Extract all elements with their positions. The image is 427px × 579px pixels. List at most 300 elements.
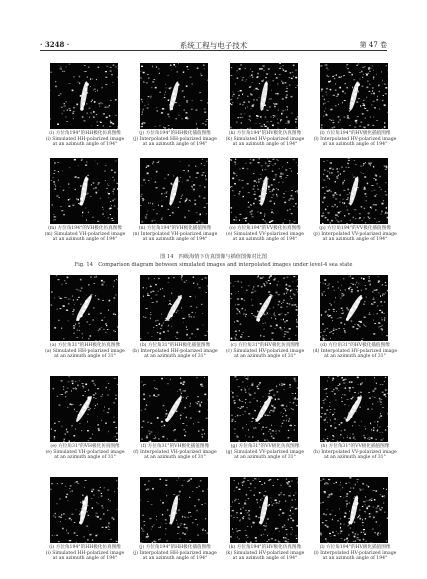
- page-number: · 3248 ·: [40, 40, 70, 49]
- sea-clutter-speckle: [143, 81, 144, 82]
- sea-clutter-speckle: [336, 96, 338, 97]
- sea-clutter-speckle: [320, 336, 321, 338]
- sar-image-canvas: [320, 158, 388, 224]
- sea-clutter-speckle: [117, 326, 118, 328]
- sea-clutter-speckle: [148, 78, 149, 79]
- sea-clutter-speckle: [140, 542, 141, 543]
- sea-clutter-speckle: [88, 212, 89, 213]
- sea-clutter-speckle: [255, 194, 256, 195]
- sea-clutter-speckle: [237, 517, 238, 518]
- sea-clutter-speckle: [145, 317, 147, 318]
- sea-clutter-speckle: [90, 408, 91, 409]
- sea-clutter-speckle: [253, 204, 255, 205]
- sea-clutter-speckle: [297, 286, 298, 287]
- sea-clutter-speckle: [144, 484, 146, 485]
- sea-clutter-speckle: [282, 110, 284, 111]
- sea-clutter-speckle: [95, 91, 96, 92]
- sea-clutter-speckle: [103, 125, 105, 126]
- sea-clutter-speckle: [375, 175, 377, 176]
- sea-clutter-speckle: [384, 495, 385, 496]
- panel-caption-zh: (m) 方位角194°的VH极化仿真图像: [48, 226, 122, 231]
- sea-clutter-speckle: [381, 211, 383, 213]
- sea-clutter-speckle: [291, 298, 293, 299]
- sea-clutter-speckle: [246, 314, 247, 315]
- sea-clutter-speckle: [341, 538, 343, 539]
- sea-clutter-speckle: [289, 200, 290, 201]
- sea-clutter-speckle: [365, 288, 366, 290]
- sea-clutter-speckle: [235, 499, 237, 500]
- sea-clutter-speckle: [53, 181, 54, 183]
- sea-clutter-speckle: [105, 423, 107, 424]
- sea-clutter-speckle: [274, 163, 276, 164]
- sea-clutter-speckle: [150, 285, 151, 286]
- sea-clutter-speckle: [158, 161, 159, 162]
- sea-clutter-speckle: [182, 90, 184, 92]
- sea-clutter-speckle: [152, 526, 153, 528]
- sea-clutter-speckle: [50, 90, 51, 91]
- sea-clutter-speckle: [254, 185, 255, 187]
- sea-clutter-speckle: [81, 430, 82, 431]
- sea-clutter-speckle: [332, 206, 333, 207]
- sea-clutter-speckle: [112, 517, 114, 518]
- sea-clutter-speckle: [340, 523, 341, 524]
- sea-clutter-speckle: [278, 305, 280, 306]
- sea-clutter-speckle: [188, 517, 189, 518]
- panel-caption-en2: at an azimuth angle of 194°: [52, 142, 118, 148]
- sea-clutter-speckle: [61, 107, 62, 108]
- sea-clutter-speckle: [103, 329, 104, 330]
- sea-clutter-speckle: [355, 123, 357, 124]
- sea-clutter-speckle: [146, 308, 148, 309]
- sea-clutter-speckle: [237, 537, 238, 539]
- sea-clutter-speckle: [380, 415, 382, 417]
- panel-caption-en2: at an azimuth angle of 194°: [232, 237, 298, 243]
- sea-clutter-speckle: [347, 116, 349, 117]
- sea-clutter-speckle: [190, 512, 191, 513]
- sea-clutter-speckle: [156, 171, 158, 173]
- sea-clutter-speckle: [273, 395, 275, 396]
- sea-clutter-speckle: [250, 490, 252, 491]
- sea-clutter-speckle: [68, 500, 69, 501]
- sea-clutter-speckle: [61, 328, 62, 329]
- sea-clutter-speckle: [240, 408, 242, 409]
- sea-clutter-speckle: [75, 428, 76, 430]
- sea-clutter-speckle: [373, 117, 374, 118]
- sea-clutter-speckle: [325, 514, 327, 515]
- sea-clutter-speckle: [245, 399, 246, 400]
- sea-clutter-speckle: [377, 535, 379, 536]
- sea-clutter-speckle: [84, 487, 85, 488]
- sea-clutter-speckle: [356, 102, 358, 103]
- sar-image: [50, 63, 118, 129]
- sea-clutter-speckle: [336, 531, 337, 532]
- sea-clutter-speckle: [65, 519, 66, 520]
- sea-clutter-speckle: [281, 319, 282, 320]
- sea-clutter-speckle: [267, 122, 269, 123]
- sea-clutter-speckle: [160, 539, 161, 540]
- sea-clutter-speckle: [152, 220, 153, 221]
- sea-clutter-speckle: [290, 441, 292, 442]
- sea-clutter-speckle: [287, 303, 288, 304]
- panel-caption: [126, 131, 224, 148]
- sea-clutter-speckle: [357, 481, 358, 482]
- sea-clutter-speckle: [243, 414, 244, 415]
- panel-caption-en1: (k) Simulated HV-polarized image: [225, 136, 305, 142]
- sea-clutter-speckle: [62, 171, 63, 172]
- sea-clutter-speckle: [235, 331, 237, 332]
- figure-panel: [220, 63, 310, 155]
- sea-clutter-speckle: [80, 502, 82, 503]
- sea-clutter-speckle: [234, 321, 235, 322]
- sea-clutter-speckle: [325, 429, 326, 431]
- sea-clutter-speckle: [269, 163, 270, 164]
- sea-clutter-speckle: [383, 438, 384, 439]
- sea-clutter-speckle: [334, 535, 336, 536]
- sea-clutter-speckle: [168, 128, 170, 129]
- sea-clutter-speckle: [328, 542, 329, 543]
- sea-clutter-speckle: [252, 480, 253, 481]
- sea-clutter-speckle: [333, 483, 335, 484]
- sea-clutter-speckle: [107, 184, 108, 185]
- sea-clutter-speckle: [263, 495, 265, 497]
- sea-clutter-speckle: [72, 205, 74, 206]
- sea-clutter-speckle: [328, 316, 330, 317]
- sea-clutter-speckle: [165, 519, 167, 520]
- sea-clutter-speckle: [111, 218, 113, 219]
- sea-clutter-speckle: [230, 160, 232, 161]
- sea-clutter-speckle: [358, 91, 359, 93]
- sea-clutter-speckle: [265, 77, 267, 78]
- sea-clutter-speckle: [78, 203, 79, 204]
- sea-clutter-speckle: [191, 333, 193, 335]
- sea-clutter-speckle: [263, 70, 265, 71]
- sea-clutter-speckle: [232, 178, 234, 180]
- sea-clutter-speckle: [288, 420, 289, 422]
- sea-clutter-speckle: [245, 81, 246, 82]
- sea-clutter-speckle: [363, 173, 365, 174]
- sea-clutter-speckle: [282, 173, 284, 174]
- sea-clutter-speckle: [367, 183, 369, 185]
- sea-clutter-speckle: [141, 439, 142, 440]
- sea-clutter-speckle: [329, 441, 330, 442]
- sea-clutter-speckle: [296, 326, 298, 327]
- sea-clutter-speckle: [329, 533, 331, 534]
- sea-clutter-speckle: [372, 125, 374, 126]
- sea-clutter-speckle: [385, 182, 386, 183]
- sea-clutter-speckle: [81, 508, 82, 509]
- sea-clutter-speckle: [284, 331, 286, 332]
- sea-clutter-speckle: [297, 85, 298, 86]
- sea-clutter-speckle: [257, 386, 259, 388]
- sea-clutter-speckle: [264, 213, 265, 214]
- sea-clutter-speckle: [322, 283, 324, 284]
- sea-clutter-speckle: [268, 166, 269, 167]
- sea-clutter-speckle: [79, 423, 80, 424]
- sea-clutter-speckle: [75, 381, 76, 382]
- sea-clutter-speckle: [375, 490, 377, 491]
- sea-clutter-speckle: [247, 128, 249, 129]
- sea-clutter-speckle: [238, 95, 240, 96]
- sea-clutter-speckle: [93, 283, 95, 284]
- sea-clutter-speckle: [386, 335, 388, 336]
- sea-clutter-speckle: [148, 481, 149, 482]
- sea-clutter-speckle: [361, 321, 362, 322]
- sea-clutter-speckle: [238, 441, 240, 442]
- sea-clutter-speckle: [108, 107, 109, 109]
- sea-clutter-speckle: [168, 330, 169, 332]
- sea-clutter-speckle: [369, 218, 370, 219]
- sea-clutter-speckle: [380, 295, 381, 297]
- sea-clutter-speckle: [361, 532, 362, 533]
- sea-clutter-speckle: [337, 441, 338, 442]
- panel-caption-en1: (d) Interpolated HV-polarized image: [312, 348, 398, 354]
- sea-clutter-speckle: [347, 210, 349, 211]
- sea-clutter-speckle: [333, 95, 335, 96]
- sea-clutter-speckle: [260, 191, 261, 192]
- sea-clutter-speckle: [294, 429, 295, 430]
- sea-clutter-speckle: [251, 108, 252, 109]
- sea-clutter-speckle: [326, 67, 327, 69]
- sea-clutter-speckle: [153, 161, 154, 163]
- sea-clutter-speckle: [263, 65, 265, 66]
- sea-clutter-speckle: [89, 117, 90, 118]
- sea-clutter-speckle: [260, 335, 261, 337]
- sea-clutter-speckle: [379, 398, 380, 400]
- sea-clutter-speckle: [352, 326, 354, 328]
- sea-clutter-speckle: [152, 163, 153, 164]
- sea-clutter-speckle: [51, 180, 52, 181]
- sea-clutter-speckle: [327, 206, 328, 207]
- sea-clutter-speckle: [243, 507, 244, 508]
- sea-clutter-speckle: [387, 217, 388, 219]
- sea-clutter-speckle: [332, 532, 334, 533]
- sea-clutter-speckle: [349, 125, 351, 126]
- sea-clutter-speckle: [342, 394, 343, 395]
- sea-clutter-speckle: [296, 306, 297, 307]
- sea-clutter-speckle: [70, 540, 72, 541]
- sea-clutter-speckle: [97, 513, 98, 514]
- sea-clutter-speckle: [239, 489, 241, 490]
- sea-clutter-speckle: [268, 480, 270, 481]
- sea-clutter-speckle: [277, 160, 278, 161]
- sea-clutter-speckle: [273, 159, 275, 160]
- sea-clutter-speckle: [108, 310, 109, 311]
- sea-clutter-speckle: [331, 391, 333, 392]
- sea-clutter-speckle: [344, 202, 346, 204]
- sea-clutter-speckle: [324, 440, 326, 441]
- panel-caption-en1: (j) Interpolated HH-polarized image: [133, 550, 217, 556]
- sea-clutter-speckle: [61, 514, 62, 516]
- sea-clutter-speckle: [325, 217, 327, 218]
- sar-image: [230, 477, 298, 543]
- sea-clutter-speckle: [107, 188, 108, 189]
- sea-clutter-speckle: [279, 168, 280, 169]
- sea-clutter-speckle: [60, 68, 61, 70]
- sea-clutter-speckle: [382, 284, 383, 285]
- panel-caption-en1: (b) Interpolated HH-polarized image: [132, 348, 218, 354]
- sea-clutter-speckle: [289, 168, 290, 169]
- sea-clutter-speckle: [110, 100, 111, 101]
- sea-clutter-speckle: [349, 437, 351, 438]
- sea-clutter-speckle: [163, 405, 165, 407]
- sea-clutter-speckle: [188, 165, 189, 167]
- sea-clutter-speckle: [146, 536, 148, 538]
- sea-clutter-speckle: [353, 79, 355, 80]
- sea-clutter-speckle: [105, 84, 107, 85]
- sea-clutter-speckle: [296, 322, 298, 323]
- sea-clutter-speckle: [151, 298, 152, 299]
- sea-clutter-speckle: [245, 378, 247, 379]
- sea-clutter-speckle: [108, 522, 110, 524]
- sea-clutter-speckle: [341, 422, 343, 424]
- sea-clutter-speckle: [187, 396, 189, 397]
- sea-clutter-speckle: [190, 77, 192, 78]
- sea-clutter-speckle: [351, 381, 353, 383]
- sea-clutter-speckle: [380, 400, 381, 401]
- sea-clutter-speckle: [382, 432, 383, 433]
- sea-clutter-speckle: [282, 526, 284, 528]
- sea-clutter-speckle: [66, 429, 67, 431]
- sea-clutter-speckle: [150, 314, 152, 315]
- sea-clutter-speckle: [322, 187, 324, 188]
- sea-clutter-speckle: [358, 63, 359, 64]
- sea-clutter-speckle: [244, 376, 245, 377]
- sea-clutter-speckle: [269, 309, 270, 310]
- sea-clutter-speckle: [112, 200, 114, 202]
- sea-clutter-speckle: [118, 126, 119, 127]
- sea-clutter-speckle: [146, 167, 147, 168]
- sea-clutter-speckle: [201, 504, 203, 505]
- sea-clutter-speckle: [270, 201, 272, 202]
- sea-clutter-speckle: [111, 205, 112, 206]
- sea-clutter-speckle: [387, 426, 388, 427]
- sea-clutter-speckle: [278, 503, 280, 504]
- sea-clutter-speckle: [359, 126, 361, 127]
- sea-clutter-speckle: [186, 280, 187, 281]
- sea-clutter-speckle: [65, 434, 66, 435]
- sea-clutter-speckle: [235, 338, 236, 339]
- sea-clutter-speckle: [360, 166, 362, 167]
- sea-clutter-speckle: [193, 317, 195, 318]
- sea-clutter-speckle: [54, 430, 56, 431]
- sea-clutter-speckle: [92, 434, 93, 435]
- sea-clutter-speckle: [355, 218, 357, 219]
- sea-clutter-speckle: [365, 193, 367, 194]
- sea-clutter-speckle: [271, 197, 273, 198]
- sea-clutter-speckle: [141, 123, 143, 124]
- sea-clutter-speckle: [159, 333, 161, 335]
- sea-clutter-speckle: [85, 480, 87, 481]
- sea-clutter-speckle: [380, 384, 382, 385]
- sea-clutter-speckle: [383, 313, 385, 314]
- sea-clutter-speckle: [68, 108, 70, 109]
- sea-clutter-speckle: [204, 109, 206, 110]
- sea-clutter-speckle: [248, 192, 250, 193]
- sea-clutter-speckle: [357, 534, 358, 536]
- sea-clutter-speckle: [290, 198, 292, 199]
- sea-clutter-speckle: [257, 77, 259, 79]
- sea-clutter-speckle: [296, 405, 298, 406]
- sea-clutter-speckle: [54, 436, 55, 438]
- sea-clutter-speckle: [141, 77, 142, 78]
- sea-clutter-speckle: [376, 74, 377, 75]
- sea-clutter-speckle: [80, 185, 81, 186]
- sea-clutter-speckle: [180, 377, 181, 379]
- sea-clutter-speckle: [249, 389, 250, 390]
- sea-clutter-speckle: [294, 294, 296, 295]
- sea-clutter-speckle: [60, 206, 62, 207]
- sea-clutter-speckle: [94, 277, 95, 278]
- sea-clutter-speckle: [286, 284, 287, 286]
- sea-clutter-speckle: [369, 71, 371, 72]
- sea-clutter-speckle: [147, 173, 149, 175]
- sea-clutter-speckle: [382, 203, 384, 204]
- sea-clutter-speckle: [104, 171, 105, 172]
- sea-clutter-speckle: [340, 298, 341, 299]
- sea-clutter-speckle: [116, 433, 118, 434]
- sea-clutter-speckle: [256, 499, 257, 500]
- sea-clutter-speckle: [186, 527, 188, 528]
- sea-clutter-speckle: [377, 430, 378, 431]
- sea-clutter-speckle: [147, 293, 148, 295]
- sea-clutter-speckle: [338, 116, 340, 118]
- sea-clutter-speckle: [258, 211, 259, 212]
- sea-clutter-speckle: [386, 167, 388, 169]
- sea-clutter-speckle: [155, 295, 157, 296]
- sea-clutter-speckle: [180, 538, 181, 539]
- sea-clutter-speckle: [327, 160, 328, 161]
- sea-clutter-speckle: [295, 77, 297, 79]
- sea-clutter-speckle: [348, 158, 350, 159]
- sea-clutter-speckle: [236, 528, 237, 529]
- sea-clutter-speckle: [266, 193, 267, 194]
- sea-clutter-speckle: [95, 295, 96, 296]
- sea-clutter-speckle: [283, 223, 284, 224]
- sea-clutter-speckle: [287, 541, 288, 542]
- sea-clutter-speckle: [331, 220, 332, 222]
- sea-clutter-speckle: [381, 317, 382, 318]
- sea-clutter-speckle: [295, 499, 296, 500]
- sea-clutter-speckle: [93, 117, 95, 118]
- sea-clutter-speckle: [163, 331, 165, 333]
- sea-clutter-speckle: [96, 340, 97, 341]
- sea-clutter-speckle: [274, 407, 276, 409]
- sea-clutter-speckle: [321, 314, 322, 316]
- sea-clutter-speckle: [274, 312, 275, 313]
- sea-clutter-speckle: [161, 200, 162, 201]
- sea-clutter-speckle: [165, 84, 166, 85]
- sea-clutter-speckle: [354, 536, 356, 538]
- sea-clutter-speckle: [81, 288, 83, 289]
- sea-clutter-speckle: [327, 509, 328, 510]
- sea-clutter-speckle: [382, 319, 383, 321]
- sea-clutter-speckle: [165, 480, 167, 481]
- sea-clutter-speckle: [271, 425, 272, 426]
- sea-clutter-speckle: [102, 505, 103, 506]
- sar-image-canvas: [230, 63, 298, 129]
- panel-caption: [36, 343, 134, 360]
- sea-clutter-speckle: [270, 276, 271, 278]
- sea-clutter-speckle: [92, 99, 93, 101]
- sea-clutter-speckle: [93, 182, 95, 184]
- sea-clutter-speckle: [259, 492, 261, 493]
- sea-clutter-speckle: [268, 431, 269, 432]
- sea-clutter-speckle: [94, 383, 95, 384]
- panel-caption-zh: (e) 方位角31°的VH极化仿真图像: [50, 444, 120, 449]
- sea-clutter-speckle: [186, 66, 188, 67]
- sea-clutter-speckle: [267, 110, 269, 111]
- panel-caption-en2: at an azimuth angle of 194°: [142, 237, 208, 243]
